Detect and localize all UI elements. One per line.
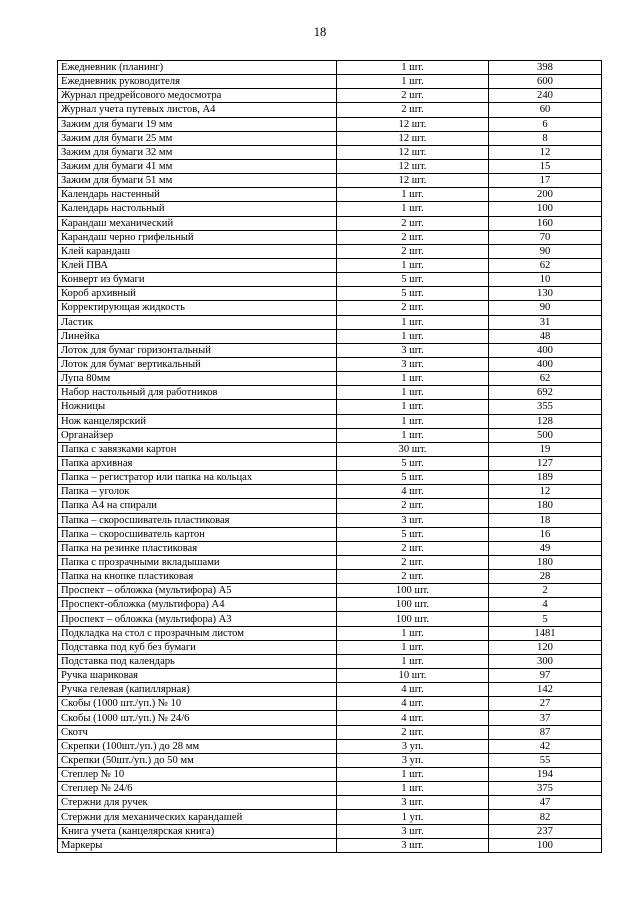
table-row [58, 273, 602, 287]
item-price-cell: 49 [489, 541, 602, 555]
table-row [58, 612, 602, 626]
item-quantity-cell: 12 шт. [337, 117, 489, 131]
item-quantity-cell: 2 шт. [337, 244, 489, 258]
item-name-cell: Лоток для бумаг вертикальный [58, 357, 337, 371]
item-price-cell: 42 [489, 739, 602, 753]
item-name-cell: Папка – уголок [58, 485, 337, 499]
item-quantity-cell: 2 шт. [337, 89, 489, 103]
item-price-cell: 31 [489, 315, 602, 329]
item-quantity-cell: 4 шт. [337, 683, 489, 697]
item-name-cell: Папка с прозрачными вкладышами [58, 555, 337, 569]
item-name-cell: Подставка под куб без бумаги [58, 640, 337, 654]
table-row [58, 697, 602, 711]
table-row [58, 117, 602, 131]
item-name-cell: Папка – скоросшиватель картон [58, 527, 337, 541]
item-name-cell: Зажим для бумаги 19 мм [58, 117, 337, 131]
item-quantity-cell: 3 шт. [337, 357, 489, 371]
item-price-cell: 2 [489, 584, 602, 598]
item-price-cell: 100 [489, 202, 602, 216]
item-price-cell: 17 [489, 174, 602, 188]
item-quantity-cell: 30 шт. [337, 442, 489, 456]
item-name-cell: Календарь настенный [58, 188, 337, 202]
item-price-cell: 4 [489, 598, 602, 612]
item-price-cell: 130 [489, 287, 602, 301]
item-quantity-cell: 5 шт. [337, 287, 489, 301]
item-name-cell: Стержни для ручек [58, 796, 337, 810]
table-row [58, 258, 602, 272]
item-name-cell: Папка – скоросшиватель пластиковая [58, 513, 337, 527]
item-name-cell: Журнал предрейсового медосмотра [58, 89, 337, 103]
item-price-cell: 692 [489, 386, 602, 400]
item-quantity-cell: 5 шт. [337, 471, 489, 485]
item-quantity-cell: 2 шт. [337, 555, 489, 569]
item-quantity-cell: 1 шт. [337, 202, 489, 216]
item-name-cell: Проспект-обложка (мультифора) А4 [58, 598, 337, 612]
item-price-cell: 70 [489, 230, 602, 244]
item-price-cell: 127 [489, 456, 602, 470]
item-name-cell: Степлер № 10 [58, 768, 337, 782]
table-row [58, 499, 602, 513]
item-price-cell: 355 [489, 400, 602, 414]
item-name-cell: Ежедневник (планинг) [58, 61, 337, 75]
table-row [58, 711, 602, 725]
item-price-cell: 5 [489, 612, 602, 626]
item-price-cell: 240 [489, 89, 602, 103]
item-quantity-cell: 100 шт. [337, 612, 489, 626]
table-row [58, 598, 602, 612]
table-row [58, 654, 602, 668]
table-row [58, 301, 602, 315]
item-name-cell: Зажим для бумаги 32 мм [58, 145, 337, 159]
table-row [58, 343, 602, 357]
table-row [58, 202, 602, 216]
item-quantity-cell: 1 шт. [337, 414, 489, 428]
item-quantity-cell: 2 шт. [337, 216, 489, 230]
item-price-cell: 120 [489, 640, 602, 654]
page-number: 18 [313, 25, 327, 39]
item-price-cell: 100 [489, 838, 602, 852]
table-row [58, 838, 602, 852]
item-price-cell: 128 [489, 414, 602, 428]
item-price-cell: 400 [489, 357, 602, 371]
item-name-cell: Карандаш механический [58, 216, 337, 230]
item-price-cell: 18 [489, 513, 602, 527]
item-quantity-cell: 3 уп. [337, 739, 489, 753]
item-name-cell: Лупа 80мм [58, 372, 337, 386]
item-price-cell: 200 [489, 188, 602, 202]
table-row [58, 527, 602, 541]
item-name-cell: Проспект – обложка (мультифора) А5 [58, 584, 337, 598]
item-price-cell: 62 [489, 372, 602, 386]
item-price-cell: 8 [489, 131, 602, 145]
item-name-cell: Скрепки (50шт./уп.) до 50 мм [58, 753, 337, 767]
item-price-cell: 180 [489, 555, 602, 569]
item-quantity-cell: 2 шт. [337, 230, 489, 244]
table-row [58, 103, 602, 117]
table-row [58, 782, 602, 796]
item-name-cell: Ручка шариковая [58, 669, 337, 683]
table-row [58, 513, 602, 527]
item-price-cell: 82 [489, 810, 602, 824]
item-price-cell: 160 [489, 216, 602, 230]
table-row [58, 796, 602, 810]
item-quantity-cell: 1 шт. [337, 386, 489, 400]
item-price-cell: 62 [489, 258, 602, 272]
item-name-cell: Подставка под календарь [58, 654, 337, 668]
item-name-cell: Нож канцелярский [58, 414, 337, 428]
item-quantity-cell: 4 шт. [337, 485, 489, 499]
item-name-cell: Папка – регистратор или папка на кольцах [58, 471, 337, 485]
item-price-cell: 600 [489, 75, 602, 89]
table-row [58, 329, 602, 343]
item-price-cell: 27 [489, 697, 602, 711]
item-quantity-cell: 4 шт. [337, 711, 489, 725]
item-name-cell: Папка А4 на спирали [58, 499, 337, 513]
item-quantity-cell: 1 шт. [337, 372, 489, 386]
item-quantity-cell: 3 шт. [337, 824, 489, 838]
item-price-cell: 142 [489, 683, 602, 697]
item-price-cell: 400 [489, 343, 602, 357]
item-quantity-cell: 3 шт. [337, 838, 489, 852]
item-quantity-cell: 2 шт. [337, 103, 489, 117]
item-name-cell: Книга учета (канцелярская книга) [58, 824, 337, 838]
item-quantity-cell: 2 шт. [337, 725, 489, 739]
table-row [58, 442, 602, 456]
item-name-cell: Скотч [58, 725, 337, 739]
item-quantity-cell: 12 шт. [337, 131, 489, 145]
item-price-cell: 1481 [489, 626, 602, 640]
item-price-cell: 300 [489, 654, 602, 668]
table-row [58, 188, 602, 202]
item-name-cell: Зажим для бумаги 51 мм [58, 174, 337, 188]
item-quantity-cell: 1 шт. [337, 188, 489, 202]
item-price-cell: 28 [489, 570, 602, 584]
item-price-cell: 12 [489, 485, 602, 499]
table-row [58, 824, 602, 838]
item-name-cell: Ластик [58, 315, 337, 329]
table-row [58, 683, 602, 697]
item-name-cell: Конверт из бумаги [58, 273, 337, 287]
item-name-cell: Карандаш черно грифельный [58, 230, 337, 244]
item-quantity-cell: 5 шт. [337, 527, 489, 541]
item-name-cell: Ручка гелевая (капиллярная) [58, 683, 337, 697]
item-price-cell: 55 [489, 753, 602, 767]
item-price-cell: 500 [489, 428, 602, 442]
table-row [58, 739, 602, 753]
item-quantity-cell: 1 шт. [337, 768, 489, 782]
item-quantity-cell: 1 шт. [337, 428, 489, 442]
table-row [58, 753, 602, 767]
table-row [58, 315, 602, 329]
item-price-cell: 47 [489, 796, 602, 810]
item-price-cell: 398 [489, 61, 602, 75]
item-quantity-cell: 10 шт. [337, 669, 489, 683]
item-name-cell: Папка архивная [58, 456, 337, 470]
item-quantity-cell: 1 шт. [337, 654, 489, 668]
table-row [58, 89, 602, 103]
item-name-cell: Корректирующая жидкость [58, 301, 337, 315]
item-quantity-cell: 1 шт. [337, 258, 489, 272]
item-price-cell: 19 [489, 442, 602, 456]
item-name-cell: Степлер № 24/6 [58, 782, 337, 796]
table-row [58, 768, 602, 782]
item-name-cell: Клей карандаш [58, 244, 337, 258]
table-row [58, 810, 602, 824]
item-price-cell: 237 [489, 824, 602, 838]
table-row [58, 428, 602, 442]
table-row [58, 456, 602, 470]
item-name-cell: Зажим для бумаги 41 мм [58, 159, 337, 173]
item-quantity-cell: 3 шт. [337, 796, 489, 810]
item-price-cell: 90 [489, 301, 602, 315]
item-price-cell: 87 [489, 725, 602, 739]
item-name-cell: Ножницы [58, 400, 337, 414]
item-quantity-cell: 12 шт. [337, 159, 489, 173]
table-row [58, 471, 602, 485]
item-price-cell: 180 [489, 499, 602, 513]
item-name-cell: Календарь настольный [58, 202, 337, 216]
item-quantity-cell: 3 шт. [337, 513, 489, 527]
item-name-cell: Скрепки (100шт./уп.) до 28 мм [58, 739, 337, 753]
table-row [58, 357, 602, 371]
item-quantity-cell: 1 шт. [337, 61, 489, 75]
supplies-table-body [58, 61, 602, 853]
item-quantity-cell: 1 шт. [337, 315, 489, 329]
table-row [58, 414, 602, 428]
supplies-table [57, 60, 602, 853]
item-quantity-cell: 1 шт. [337, 75, 489, 89]
item-name-cell: Ежедневник руководителя [58, 75, 337, 89]
item-price-cell: 97 [489, 669, 602, 683]
table-row [58, 386, 602, 400]
item-quantity-cell: 3 шт. [337, 343, 489, 357]
table-row [58, 669, 602, 683]
item-quantity-cell: 12 шт. [337, 174, 489, 188]
item-name-cell: Короб архивный [58, 287, 337, 301]
item-price-cell: 6 [489, 117, 602, 131]
item-price-cell: 189 [489, 471, 602, 485]
item-price-cell: 10 [489, 273, 602, 287]
table-row [58, 640, 602, 654]
item-quantity-cell: 2 шт. [337, 499, 489, 513]
table-row [58, 626, 602, 640]
item-quantity-cell: 12 шт. [337, 145, 489, 159]
item-name-cell: Набор настольный для работников [58, 386, 337, 400]
table-row [58, 216, 602, 230]
item-quantity-cell: 2 шт. [337, 570, 489, 584]
table-row [58, 725, 602, 739]
item-price-cell: 12 [489, 145, 602, 159]
item-price-cell: 15 [489, 159, 602, 173]
item-name-cell: Подкладка на стол с прозрачным листом [58, 626, 337, 640]
table-row [58, 287, 602, 301]
table-row [58, 159, 602, 173]
table-row [58, 584, 602, 598]
item-name-cell: Зажим для бумаги 25 мм [58, 131, 337, 145]
item-name-cell: Клей ПВА [58, 258, 337, 272]
table-row [58, 244, 602, 258]
table-row [58, 485, 602, 499]
item-quantity-cell: 1 шт. [337, 640, 489, 654]
item-quantity-cell: 1 шт. [337, 626, 489, 640]
item-name-cell: Органайзер [58, 428, 337, 442]
table-row [58, 230, 602, 244]
item-name-cell: Маркеры [58, 838, 337, 852]
item-quantity-cell: 100 шт. [337, 598, 489, 612]
item-quantity-cell: 1 уп. [337, 810, 489, 824]
item-quantity-cell: 4 шт. [337, 697, 489, 711]
item-quantity-cell: 100 шт. [337, 584, 489, 598]
table-row [58, 131, 602, 145]
item-quantity-cell: 1 шт. [337, 400, 489, 414]
table-row [58, 400, 602, 414]
table-row [58, 61, 602, 75]
item-quantity-cell: 5 шт. [337, 456, 489, 470]
item-price-cell: 48 [489, 329, 602, 343]
table-row [58, 570, 602, 584]
item-quantity-cell: 1 шт. [337, 782, 489, 796]
item-quantity-cell: 3 уп. [337, 753, 489, 767]
table-row [58, 541, 602, 555]
item-name-cell: Журнал учета путевых листов, А4 [58, 103, 337, 117]
table-row [58, 174, 602, 188]
item-quantity-cell: 5 шт. [337, 273, 489, 287]
item-price-cell: 60 [489, 103, 602, 117]
item-price-cell: 90 [489, 244, 602, 258]
item-name-cell: Папка на кнопке пластиковая [58, 570, 337, 584]
item-price-cell: 194 [489, 768, 602, 782]
item-name-cell: Скобы (1000 шт./уп.) № 24/6 [58, 711, 337, 725]
item-price-cell: 37 [489, 711, 602, 725]
item-price-cell: 16 [489, 527, 602, 541]
table-row [58, 372, 602, 386]
item-name-cell: Линейка [58, 329, 337, 343]
item-name-cell: Скобы (1000 шт./уп.) № 10 [58, 697, 337, 711]
item-name-cell: Папка с завязками картон [58, 442, 337, 456]
table-row [58, 75, 602, 89]
item-name-cell: Проспект – обложка (мультифора) А3 [58, 612, 337, 626]
item-name-cell: Стержни для механических карандашей [58, 810, 337, 824]
item-quantity-cell: 1 шт. [337, 329, 489, 343]
table-row [58, 145, 602, 159]
item-name-cell: Лоток для бумаг горизонтальный [58, 343, 337, 357]
item-name-cell: Папка на резинке пластиковая [58, 541, 337, 555]
item-price-cell: 375 [489, 782, 602, 796]
item-quantity-cell: 2 шт. [337, 301, 489, 315]
item-quantity-cell: 2 шт. [337, 541, 489, 555]
table-row [58, 555, 602, 569]
